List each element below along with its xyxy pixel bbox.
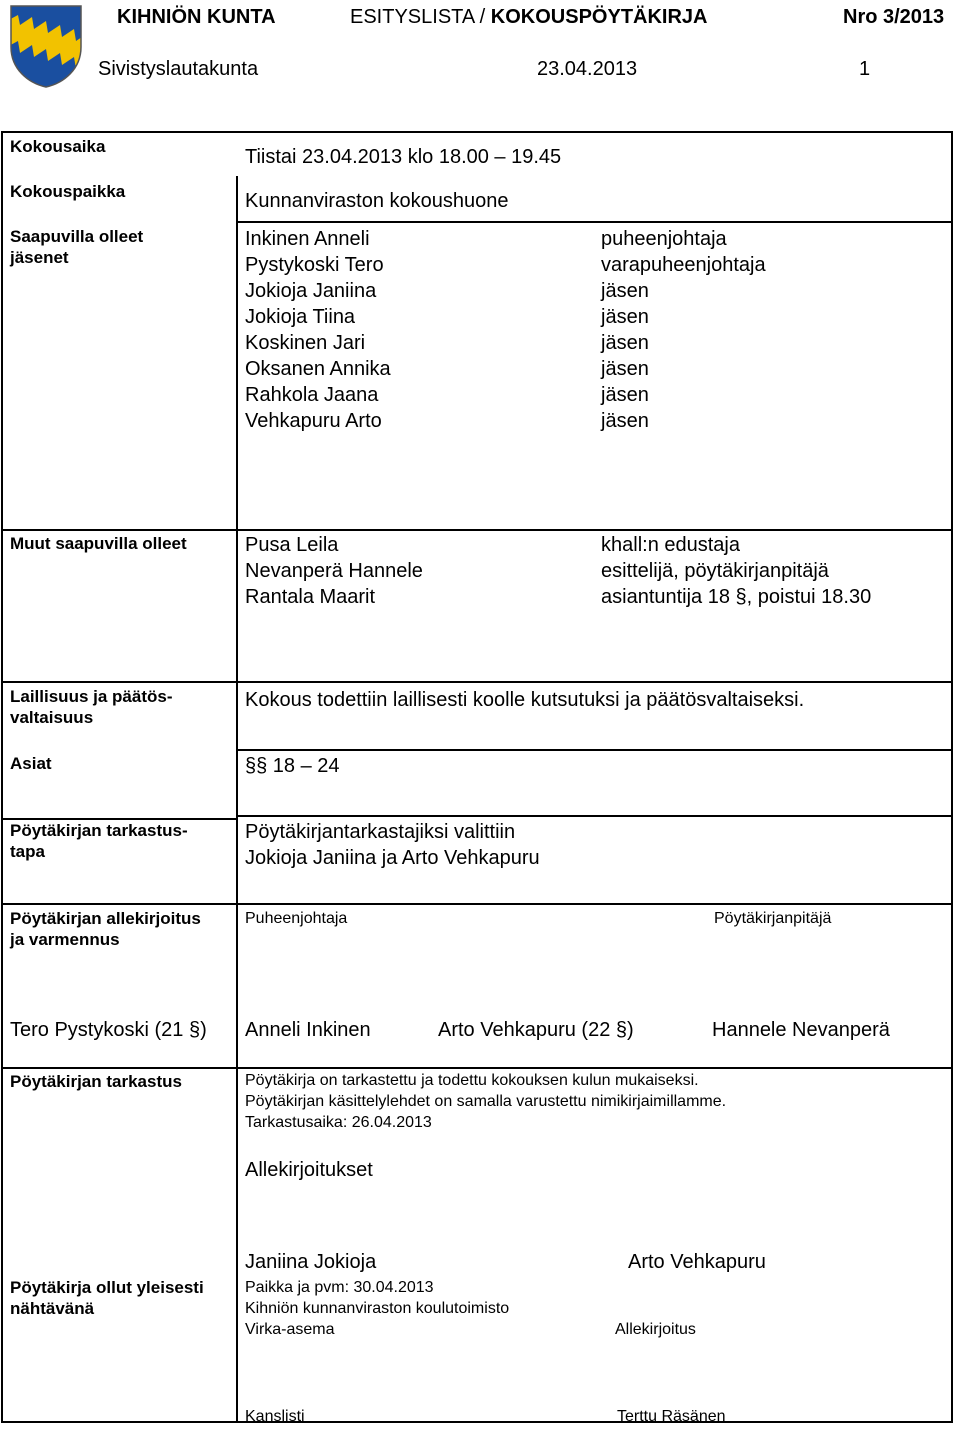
others-names [245, 532, 423, 610]
member-role: varapuheenjohtaja [601, 254, 766, 276]
members-roles [601, 226, 766, 434]
members-names [245, 226, 391, 434]
signing-label: Pöytäkirjan allekirjoitus ja varmennus [10, 909, 201, 949]
member-name: Koskinen Jari [245, 332, 366, 354]
signer-arto-vehkapuru: Arto Vehkapuru (22 §) [438, 1019, 634, 1041]
member-role: puheenjohtaja [601, 228, 727, 250]
member-role: jäsen [601, 280, 649, 302]
signatures-title: Allekirjoitukset [245, 1159, 373, 1181]
municipality-name: KIHNIÖN KUNTA [117, 6, 276, 28]
check-method-value: Pöytäkirjantarkastajiksi valittiin Jokioja Janiina ja Arto Vehkapuru [245, 821, 540, 869]
other-role: asiantuntija 18 §, poistui 18.30 [601, 586, 872, 608]
other-role: esittelijä, pöytäkirjanpitäjä [601, 560, 829, 582]
member-name: Pystykoski Tero [245, 254, 384, 276]
signer-tero-pystykoski: Tero Pystykoski (21 §) [10, 1019, 207, 1041]
legality-label: Laillisuus ja päätös- valtaisuus [10, 687, 173, 727]
meeting-place-label: Kokouspaikka [10, 182, 126, 201]
legality-value: Kokous todettiin laillisesti koolle kutsutuksi ja päätösvaltaiseksi. [245, 689, 805, 711]
matters-value: §§ 18 – 24 [245, 755, 340, 777]
document-type-prefix: ESITYSLISTA / [350, 6, 491, 28]
public-signature-label: Allekirjoitus [615, 1321, 696, 1338]
public-place-date: Paikka ja pvm: 30.04.2013 [245, 1279, 434, 1296]
document-type [350, 5, 708, 29]
committee-name: Sivistyslautakunta [98, 58, 259, 80]
meeting-time-label: Kokousaika [10, 137, 106, 156]
member-role: jäsen [601, 384, 649, 406]
others-roles [601, 532, 871, 610]
meeting-date: 23.04.2013 [537, 58, 638, 80]
public-office: Kihniön kunnanviraston koulutoimisto [245, 1300, 510, 1317]
other-name: Pusa Leila [245, 534, 339, 556]
inspection-text: Pöytäkirja on tarkastettu ja todettu kokouksen kulun mukaiseksi. Pöytäkirjan käsittelylehdet on samalla varustettu nimikirjaimillamme. Tarkastusaika: 26.04.2013 [245, 1072, 727, 1131]
inspector-janiina-jokioja: Janiina Jokioja [245, 1251, 377, 1273]
member-name: Vehkapuru Arto [245, 410, 382, 432]
member-name: Oksanen Annika [245, 358, 391, 380]
member-name: Jokioja Janiina [245, 280, 377, 302]
other-name: Rantala Maarit [245, 586, 376, 608]
chair-title: Puheenjohtaja [245, 910, 348, 927]
signer-anneli-inkinen: Anneli Inkinen [245, 1019, 371, 1041]
member-name: Rahkola Jaana [245, 384, 379, 406]
members-label: Saapuvilla olleet jäsenet [10, 227, 144, 267]
other-name: Nevanperä Hannele [245, 560, 423, 582]
secretary-title: Pöytäkirjanpitäjä [714, 910, 832, 927]
inspection-label: Pöytäkirjan tarkastus [10, 1072, 182, 1091]
public-display-details [245, 1277, 509, 1340]
member-role: jäsen [601, 358, 649, 380]
member-role: jäsen [601, 410, 649, 432]
inspector-arto-vehkapuru: Arto Vehkapuru [628, 1251, 766, 1273]
signer-hannele-nevanpera: Hannele Nevanperä [712, 1019, 890, 1041]
public-display-label: Pöytäkirja ollut yleisesti nähtävänä [10, 1278, 204, 1318]
others-label: Muut saapuvilla olleet [10, 534, 187, 553]
public-position: Kanslisti [245, 1408, 305, 1425]
check-method-label: Pöytäkirjan tarkastus- tapa [10, 821, 188, 861]
document-type-main: KOKOUSPÖYTÄKIRJA [490, 6, 708, 28]
member-name: Jokioja Tiina [245, 306, 356, 328]
member-name: Inkinen Anneli [245, 228, 370, 250]
member-role: jäsen [601, 306, 649, 328]
other-role: khall:n edustaja [601, 534, 740, 556]
public-signer: Terttu Räsänen [617, 1408, 726, 1425]
public-position-label: Virka-asema [245, 1321, 335, 1338]
meeting-time-value: Tiistai 23.04.2013 klo 18.00 – 19.45 [245, 146, 562, 168]
document-number: Nro 3/2013 [843, 6, 945, 28]
member-role: jäsen [601, 332, 649, 354]
meeting-place-value: Kunnanviraston kokoushuone [245, 190, 509, 212]
coat-of-arms-logo [8, 3, 84, 89]
matters-label: Asiat [10, 754, 52, 773]
page-number: 1 [859, 58, 871, 80]
